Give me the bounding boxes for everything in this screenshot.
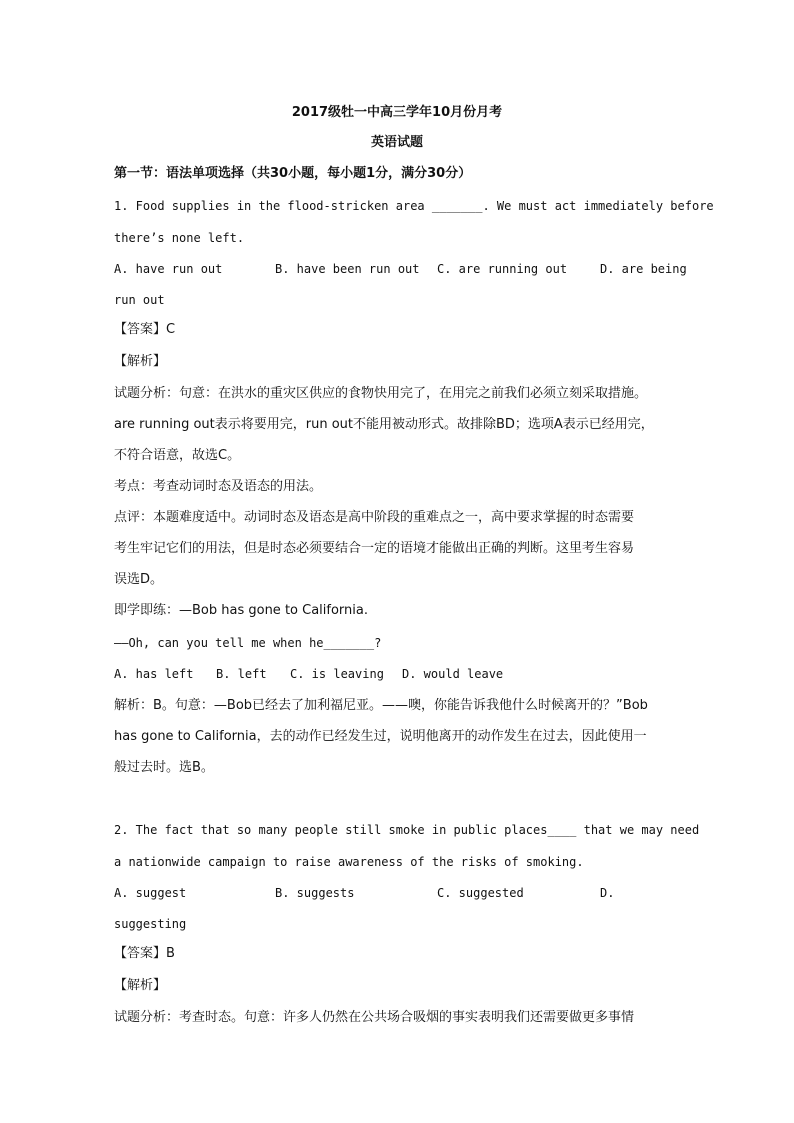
- q1-practice-line1: 即学即练：—Bob has gone to California.: [114, 603, 368, 618]
- q1-analysis-line3: 不符合语意，故选C。: [114, 448, 241, 463]
- q1-practice-line2: ——Oh, can you tell me when he_______?: [114, 636, 382, 650]
- q1-practice-option-c: C. is leaving: [290, 667, 384, 681]
- exam-title: 2017级牡一中高三学年10月份月考: [291, 105, 503, 120]
- q1-practice-option-b: B. left: [216, 667, 267, 681]
- q1-practice-option-d: D. would leave: [402, 667, 504, 681]
- q1-option-a: A. have run out: [114, 262, 223, 276]
- q2-answer: 【答案】B: [114, 946, 175, 961]
- q1-option-b: B. have been run out: [275, 262, 420, 276]
- q1-point: 考点：考查动词时态及语态的用法。: [114, 479, 323, 494]
- q2-stem-line2: a nationwide campaign to raise awareness of the risks of smoking.: [114, 855, 584, 869]
- q1-option-d: D. are being: [600, 262, 687, 276]
- q2-analysis-label: 【解析】: [114, 978, 167, 993]
- q1-practice-analysis-line3: 般过去时。选B。: [114, 760, 214, 775]
- q1-practice-analysis-line2: has gone to California，去的动作已经发生过，说明他离开的动作发生在过去，因此使用一: [114, 729, 647, 744]
- q1-analysis-label: 【解析】: [114, 354, 167, 369]
- q1-comment-line1: 点评：本题难度适中。动词时态及语态是高中阶段的重难点之一，高中要求掌握的时态需要: [114, 510, 635, 525]
- q2-option-d: D.: [600, 886, 615, 900]
- q2-option-b: B. suggests: [275, 886, 355, 900]
- q2-option-d-wrap: suggesting: [114, 917, 187, 931]
- q2-option-a: A. suggest: [114, 886, 187, 900]
- q2-analysis-line1: 试题分析：考查时态。句意：许多人仍然在公共场合吸烟的事实表明我们还需要做更多事情: [114, 1010, 635, 1025]
- q2-option-c: C. suggested: [437, 886, 524, 900]
- q1-answer: 【答案】C: [114, 322, 176, 337]
- q1-comment-line2: 考生牢记它们的用法，但是时态必须要结合一定的语境才能做出正确的判断。这里考生容易: [114, 541, 635, 556]
- q1-practice-analysis-line1: 解析：B。句意：—Bob已经去了加利福尼亚。——噢，你能告诉我他什么时候离开的？”Bob: [114, 698, 648, 713]
- section-heading: 第一节：语法单项选择（共30小题，每小题1分，满分30分）: [114, 166, 472, 181]
- q1-analysis-line2: are running out表示将要用完，run out不能用被动形式。故排除BD；选项A表示已经用完，: [114, 417, 654, 432]
- q1-comment-line3: 误选D。: [114, 572, 164, 587]
- exam-subtitle: 英语试题: [370, 135, 423, 150]
- q1-stem-line2: there’s none left.: [114, 231, 245, 245]
- q1-analysis-line1: 试题分析：句意：在洪水的重灾区供应的食物快用完了，在用完之前我们必须立刻采取措施。: [114, 386, 648, 401]
- q1-stem-line1: 1. Food supplies in the flood-stricken area _______. We must act immediately before: [114, 199, 714, 213]
- q1-option-c: C. are running out: [437, 262, 568, 276]
- q1-option-d-wrap: run out: [114, 293, 165, 307]
- q1-practice-option-a: A. has left: [114, 667, 194, 681]
- q2-stem-line1: 2. The fact that so many people still smoke in public places____ that we may need: [114, 823, 700, 837]
